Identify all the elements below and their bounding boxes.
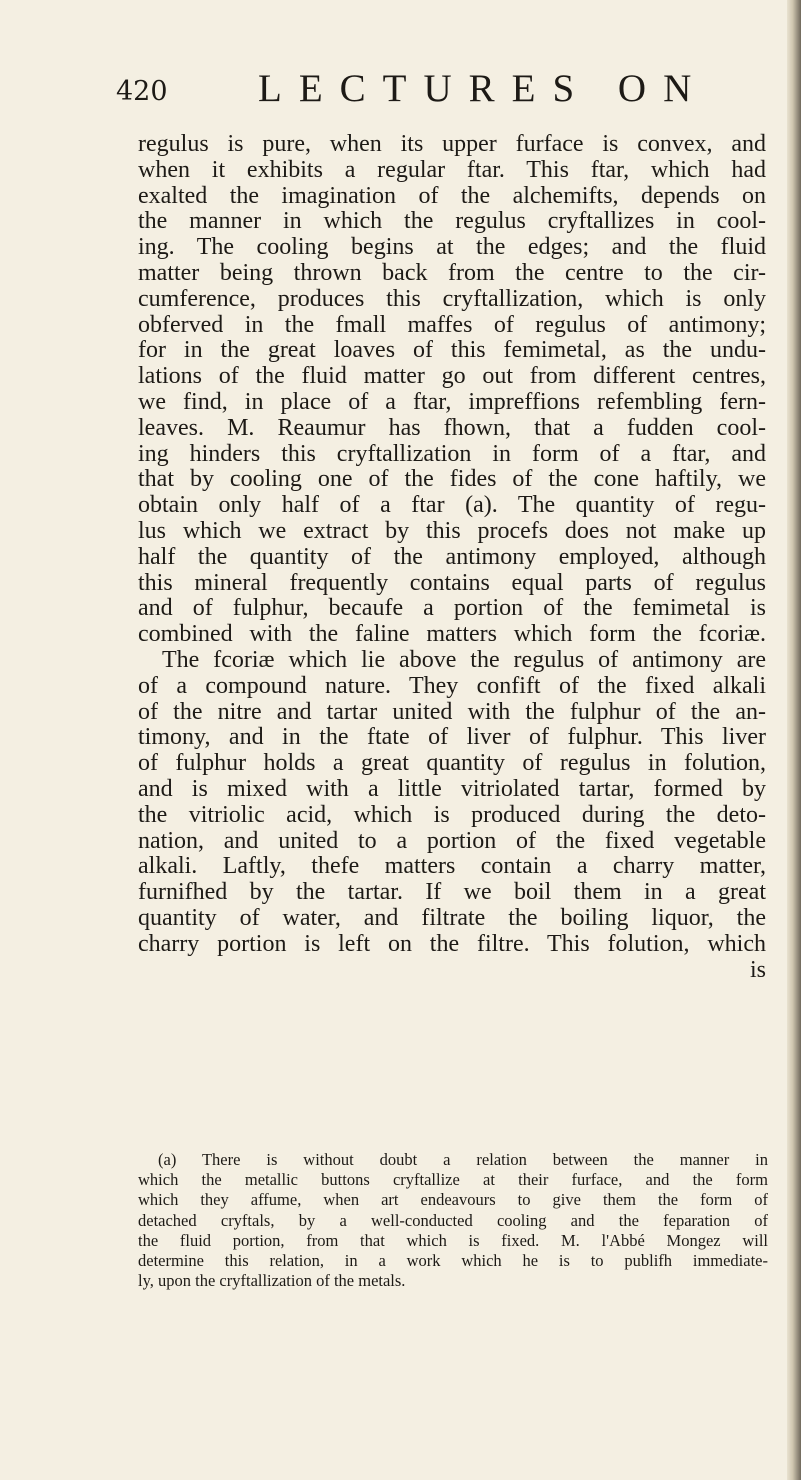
body-line: regulus is pure, when its upper furface is convex, and (138, 131, 766, 157)
footnote-line: which the metallic buttons cryftallize at their furface, and the form (138, 1170, 768, 1190)
body-line: ing. The cooling begins at the edges; and the fluid (138, 234, 766, 261)
body-line: that by cooling one of the fides of the cone haftily, we (138, 466, 766, 493)
body-line: ing hinders this cryftallization in form of a ftar, and (138, 440, 766, 467)
running-head: LECTURES ON (258, 67, 709, 110)
footnote-line: (a) There is without doubt a relation between the manner in (158, 1150, 768, 1169)
body-line: of the nitre and tartar united with the fulphur of the an- (138, 698, 766, 725)
body-line: nation, and united to a portion of the fixed vegetable (138, 827, 766, 854)
body-line: leaves. M. Reaumur has fhown, that a fudden cool- (138, 414, 766, 441)
body-line: cumference, produces this cryftallization, which is only (138, 285, 766, 312)
page-edge-shadow (787, 0, 801, 1480)
body-text (138, 132, 766, 983)
body-line: the vitriolic acid, which is produced during the deto- (138, 801, 766, 828)
body-line: lus which we extract by this procefs does not make up (138, 517, 766, 544)
footnote-line: ly, upon the cryftallization of the metals. (138, 1271, 406, 1291)
body-line: quantity of water, and filtrate the boiling liquor, the (138, 904, 766, 931)
catchword: is (749, 956, 766, 983)
body-line: we find, in place of a ftar, impreffions refembling fern- (138, 388, 766, 415)
body-line: furnifhed by the tartar. If we boil them in a great (138, 879, 766, 906)
body-line: of fulphur holds a great quantity of regulus in folution, (138, 750, 766, 777)
footnote-line: detached cryftals, by a well-conducted cooling and the feparation of (138, 1210, 768, 1230)
footnote (138, 1150, 768, 1291)
body-line: alkali. Laftly, thefe matters contain a charry matter, (138, 853, 766, 880)
body-line: and is mixed with a little vitriolated tartar, formed by (138, 775, 766, 802)
body-line: The fcoriæ which lie above the regulus of antimony are (162, 646, 766, 673)
body-line: matter being thrown back from the centre to the cir- (138, 259, 766, 286)
page-header (116, 66, 709, 116)
body-line: lations of the fluid matter go out from different centres, (138, 363, 766, 390)
body-line: exalted the imagination of the alchemifts, depends on (138, 182, 766, 209)
footnote-line: which they affume, when art endeavours to give them the form of (138, 1190, 768, 1210)
body-line: combined with the faline matters which form the fcoriæ. (138, 621, 766, 648)
body-line: charry portion is left on the filtre. This folution, which (138, 930, 766, 957)
body-line: of a compound nature. They confift of the fixed alkali (138, 672, 766, 699)
body-line: obtain only half of a ftar (a). The quantity of regu- (138, 492, 766, 519)
page-number: 420 (116, 76, 168, 107)
body-line: half the quantity of the antimony employed, although (138, 543, 766, 570)
body-line: timony, and in the ftate of liver of fulphur. This liver (138, 724, 766, 751)
body-line: obferved in the fmall maffes of regulus of antimony; (138, 311, 766, 338)
body-line: when it exhibits a regular ftar. This ftar, which had (138, 156, 766, 183)
body-line: this mineral frequently contains equal parts of regulus (138, 569, 766, 596)
body-line: the manner in which the regulus cryftallizes in cool- (138, 208, 766, 235)
footnote-line: determine this relation, in a work which he is to publifh immediate- (138, 1250, 768, 1270)
body-line: for in the great loaves of this femimetal, as the undu- (138, 337, 766, 364)
body-line: and of fulphur, becaufe a portion of the femimetal is (138, 595, 766, 622)
footnote-line: the fluid portion, from that which is fixed. M. l'Abbé Mongez will (138, 1230, 768, 1250)
